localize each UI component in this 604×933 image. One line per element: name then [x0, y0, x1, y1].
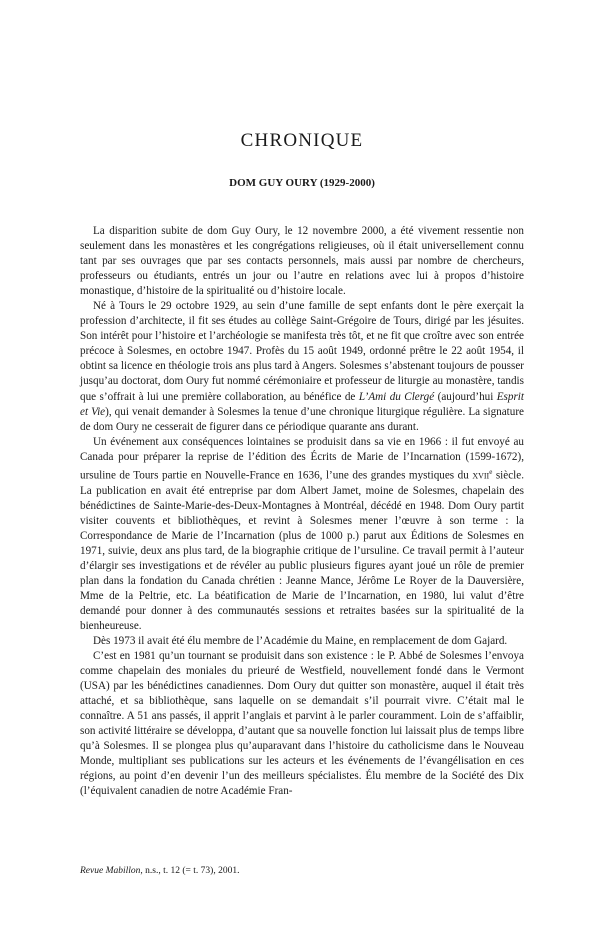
journal-name: Revue Mabillon [80, 866, 141, 876]
italic-title-ami-du-clerge: L’Ami du Clergé [358, 390, 435, 403]
century-numeral: xvii [472, 469, 490, 482]
century-superscript: e [489, 467, 493, 476]
page-footer-citation [80, 866, 524, 876]
paragraph-3: Un événement aux conséquences lointaines se produisit dans sa vie en 1966 : il fut envoyé au Canada pour préparer la reprise de l’édition des Écrits de Marie de l’Incarnation (1599-1672), ursuline de Tours partie en Nouvelle-France en 1636, l’une des grandes mystiques du xvii$^e$ siècle. La publication en avait été entreprise par dom Albert Jamet, moine de Solesmes, chapelain des bénédictines de Sainte-Marie-des-Deux-Montagnes à Montréal, décédé en 1948. Dom Oury partit visiter couvents et bibliothèques, et revint à Solesmes mener l’œuvre à son terme : la Correspondance de Marie de l’Incarnation (plus de 1000 p.) parut aux Éditions de Solesmes en 1971, suivie, deux ans plus tard, de la biographie critique de l’ursuline. Ce travail permit à l’auteur d’élargir ses investigations et de révéler au public plusieurs figures ayant joué un rôle de premier plan dans la fondation du Canada chrétien : Jeanne Mance, Jérôme Le Royer de la Dauversière, Mme de la Peltrie, etc. La béatification de Marie de l’Incarnation, en 1980, lui valut d’être demandé pour donner à des communautés sessions et retraites basées sur la spiritualité de la bienheureuse. [80, 435, 524, 632]
paragraph-5: C’est en 1981 qu’un tournant se produisit dans son existence : le P. Abbé de Solesmes l’envoya comme chapelain des moniales du prieuré de Westfield, nouvellement fondé dans le Vermont (USA) par les bénédictines canadiennes. Dom Oury dut quitter son monastère, auquel il était très attaché, et sa bibliothèque, sans laquelle on se demandait s’il pourrait vivre. C’était mal le connaître. A 51 ans passés, il apprit l’anglais et parvint à le parler couramment. Loin de s’affaiblir, son activité littéraire se développa, d’autant que sa nouvelle fonction lui laissait plus de temps libre qu’à Solesmes. Il se plongea plus qu’auparavant dans l’histoire du catholicisme dans le Nouveau Monde, multipliant ses publications sur les acteurs et les événements de l’évangélisation en ces régions, au point d’en devenir l’un des meilleurs spécialistes. Élu membre de la Société des Dix (l’équivalent canadien de notre Académie Fran- [80, 650, 524, 798]
paragraph-1: La disparition subite de dom Guy Oury, le 12 novembre 2000, a été vivement ressentie non seulement dans les monastères et les congrégations religieuses, où il était universellement connu tant par ses ouvrages que par ses contacts personnels, mais aussi par nombre de chercheurs, professeurs ou étudiants, entrés un jour ou l’autre en relations avec lui à propos d’histoire monastique, d’histoire de la spiritualité ou d’histoire locale. [80, 225, 524, 298]
italic-title-esprit-et-vie: Esprit et Vie [80, 390, 524, 418]
citation-details: , n.s., t. 12 (= t. 73), 2001. [140, 866, 240, 876]
article-body [80, 224, 524, 800]
paragraph-2: Né à Tours le 29 octobre 1929, au sein d’une famille de sept enfants dont le père exerçait la profession d’architecte, il fit ses études au collège Saint-Grégoire de Tours, dirigé par les jésuites. Son intérêt pour l’histoire et l’archéologie se manifesta très tôt, et ne fit que croître avec son entrée précoce à Solesmes, en octobre 1947. Profès du 15 août 1949, ordonné prêtre le 22 août 1954, il obtint sa licence en théologie trois ans plus tard à Angers. Solesmes s’abstenant toujours de pousser jusqu’au doctorat, dom Oury fut nommé cérémoniaire et professeur de liturgie au monastère, tandis que s’offrait à lui une première collaboration, au bénéfice de L’Ami du Clergé (aujourd’hui Esprit et Vie), qui venait demander à Solesmes la tenue d’une chronique liturgique régulière. La signature de dom Oury ne cesserait de figurer dans ce périodique quarante ans durant. [80, 300, 524, 433]
page-title: CHRONIQUE [240, 130, 364, 151]
article-subtitle: DOM GUY OURY (1929-2000) [229, 177, 375, 189]
paragraph-4: Dès 1973 il avait été élu membre de l’Académie du Maine, en remplacement de dom Gajard. [93, 634, 508, 647]
